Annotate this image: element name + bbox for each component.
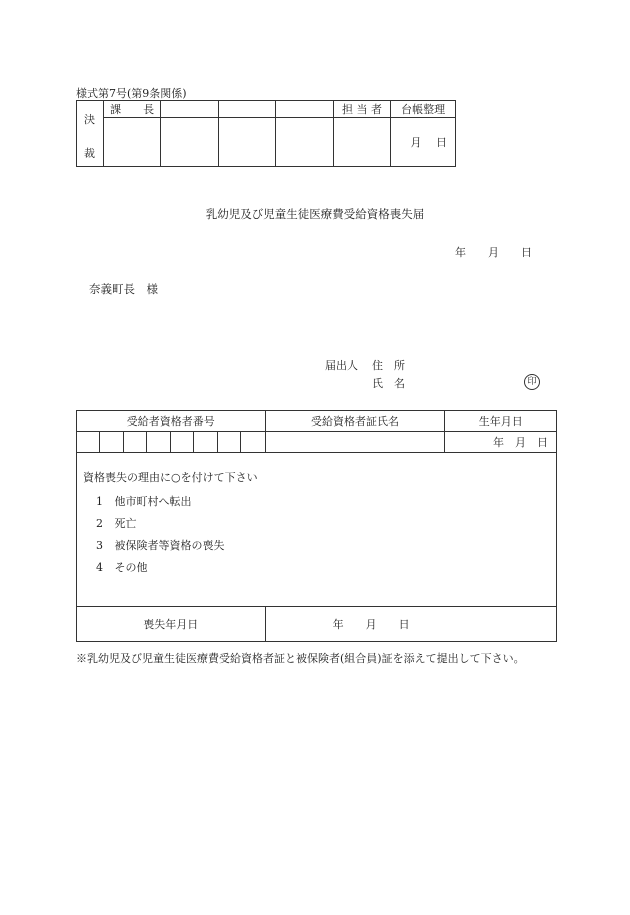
number-digit-cell[interactable] — [241, 432, 265, 453]
stamp-cell[interactable] — [276, 118, 333, 167]
reason-number: 2 — [96, 517, 103, 530]
loss-date-value[interactable]: 年 月 日 — [265, 607, 556, 642]
footnote: ※乳幼児及び児童生徒医療費受給資格者証と被保険者(組合員)証を添えて提出して下さい。 — [76, 652, 525, 665]
form-number: 様式第7号(第9条関係) — [76, 87, 187, 100]
stamp-cell[interactable] — [161, 118, 218, 167]
kacho-stamp-cell[interactable] — [103, 118, 161, 167]
birth-date-cell[interactable]: 年 月 日 — [445, 432, 557, 453]
tanto-stamp-cell[interactable] — [333, 118, 391, 167]
loss-date-label: 喪失年月日 — [77, 607, 266, 642]
kacho-header: 課 長 — [103, 101, 161, 118]
col2-header: 受給資格者証氏名 — [265, 411, 445, 432]
form-title: 乳幼児及び児童生徒医療費受給資格喪失届 — [205, 207, 425, 221]
number-digit-cell[interactable] — [123, 432, 146, 453]
approval-table — [76, 100, 456, 167]
number-digit-cell[interactable] — [217, 432, 240, 453]
reason-number: 4 — [96, 561, 103, 574]
number-digit-cell[interactable] — [100, 432, 123, 453]
holder-name-cell[interactable] — [265, 432, 445, 453]
stamp-cell[interactable] — [218, 118, 275, 167]
reason-text: その他 — [114, 561, 148, 574]
kessai-top: 決 — [84, 113, 95, 126]
daicho-header: 台帳整理 — [391, 101, 456, 118]
reason-cell — [77, 453, 557, 607]
number-digit-cell[interactable] — [77, 432, 100, 453]
number-digit-cell[interactable] — [170, 432, 193, 453]
approval-col-blank — [218, 101, 275, 118]
kessai-bottom: 裁 — [84, 147, 95, 160]
col3-header: 生年月日 — [445, 411, 557, 432]
daicho-date[interactable]: 月 日 — [391, 118, 456, 167]
number-digit-cell[interactable] — [194, 432, 217, 453]
reason-number: 3 — [96, 539, 103, 552]
seal-mark: 印 — [524, 374, 540, 390]
tanto-header: 担 当 者 — [333, 101, 391, 118]
reason-intro: 資格喪失の理由に○を付けて下さい — [83, 471, 258, 484]
name-label: 氏 名 — [372, 377, 405, 390]
reason-item[interactable] — [96, 537, 225, 553]
reason-text: 他市町村へ転出 — [114, 495, 192, 508]
reason-item[interactable] — [96, 515, 137, 531]
applicant-label: 届出人 — [325, 359, 358, 372]
number-digit-cell[interactable] — [147, 432, 170, 453]
reason-text: 被保険者等資格の喪失 — [114, 539, 225, 552]
addressee: 奈義町長 様 — [89, 282, 158, 296]
reason-number: 1 — [96, 495, 103, 508]
reason-text: 死亡 — [114, 517, 137, 530]
main-table — [76, 410, 557, 642]
col1-header: 受給者資格者番号 — [77, 411, 266, 432]
reason-item[interactable] — [96, 493, 192, 509]
approval-col-blank — [161, 101, 218, 118]
address-label: 住 所 — [372, 359, 405, 372]
reason-item[interactable] — [96, 559, 148, 575]
kessai-cell — [77, 101, 104, 167]
submit-date[interactable]: 年 月 日 — [455, 246, 532, 259]
approval-col-blank — [276, 101, 333, 118]
